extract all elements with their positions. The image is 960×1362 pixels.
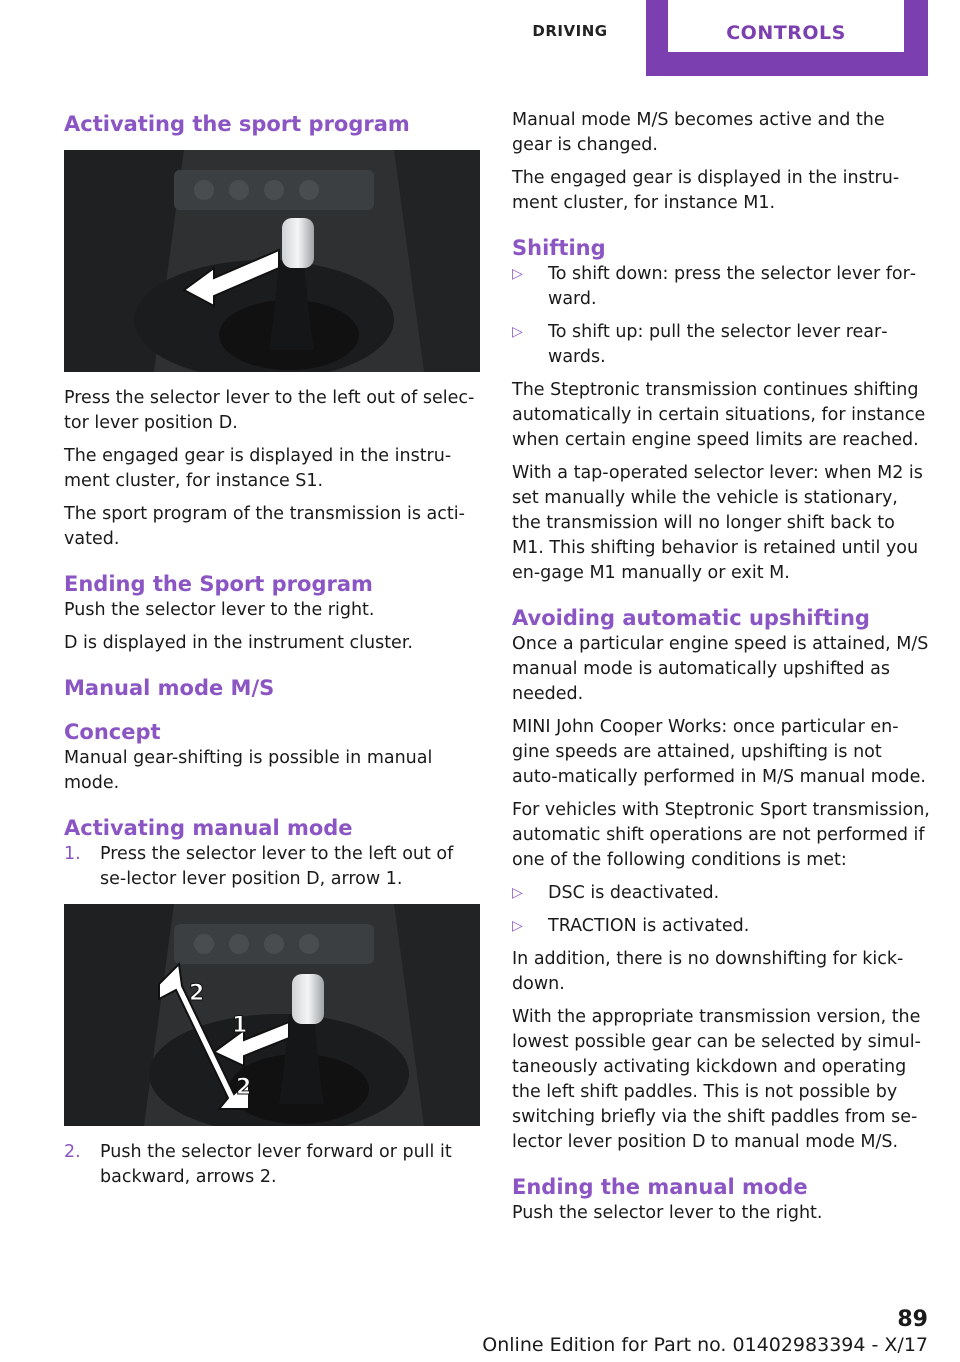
paragraph: For vehicles with Steptronic Sport transmission, automatic shift operations are not performed if one of the following conditions is met:: [512, 800, 930, 870]
paragraph: With the appropriate transmission version, the lowest possible gear can be selected by simul‐taneously activating kickdown and operating the left shift paddles. This is not possible by switching briefly via the shift paddles from se‐lector lever position D to manual mode M/S.: [512, 1007, 921, 1152]
list-item: [512, 262, 930, 312]
triangle-bullet-icon: ▷: [512, 885, 523, 901]
bullet-text: To shift down: press the selector lever for‐ward.: [548, 264, 917, 309]
step-number: 2.: [64, 1142, 81, 1162]
paragraph: MINI John Cooper Works: once particular en‐gine speeds are attained, upshifting is not auto‐matically performed in M/S manual mode.: [512, 717, 926, 787]
left-column: [64, 108, 482, 1198]
list-item: [512, 881, 930, 906]
heading-ending-sport: Ending the Sport program: [64, 572, 373, 596]
tab-driving: DRIVING: [532, 22, 608, 40]
photo-selector-lever-sport: [64, 150, 480, 372]
heading-avoiding-upshifting: Avoiding automatic upshifting: [512, 606, 870, 630]
steps-list: [64, 842, 482, 892]
paragraph: The engaged gear is displayed in the instru‐ment cluster, for instance S1.: [64, 446, 452, 491]
step-number: 1.: [64, 844, 81, 864]
triangle-bullet-icon: ▷: [512, 918, 523, 934]
bullet-text: TRACTION is activated.: [548, 916, 750, 936]
list-item: [512, 320, 930, 370]
arrow-label-2-bottom: 2: [236, 1075, 252, 1100]
steps-list-continued: [64, 1140, 482, 1190]
arrow-label-1: 1: [232, 1013, 248, 1038]
heading-shifting: Shifting: [512, 236, 606, 260]
paragraph: D is displayed in the instrument cluster.: [64, 633, 413, 653]
right-column: [512, 108, 930, 1234]
paragraph: Once a particular engine speed is attained, M/S manual mode is automatically upshifted as needed.: [512, 634, 929, 704]
list-item: [64, 842, 482, 892]
step-text: Push the selector lever forward or pull it backward, arrows 2.: [100, 1142, 452, 1187]
heading-manual-mode: Manual mode M/S: [64, 676, 275, 700]
paragraph: Push the selector lever to the right.: [64, 600, 375, 620]
triangle-bullet-icon: ▷: [512, 324, 523, 340]
shifting-bullets: [512, 262, 930, 370]
heading-concept: Concept: [64, 720, 161, 744]
paragraph: Press the selector lever to the left out of selec‐tor lever position D.: [64, 388, 475, 433]
footer-edition: Online Edition for Part no. 01402983394 - X/17: [482, 1334, 928, 1356]
page-number: 89: [897, 1307, 928, 1332]
paragraph: The engaged gear is displayed in the instru‐ment cluster, for instance M1.: [512, 168, 900, 213]
selector-lever-arrows-illustration: [64, 904, 480, 1126]
triangle-bullet-icon: ▷: [512, 266, 523, 282]
paragraph: Push the selector lever to the right.: [512, 1203, 823, 1223]
arrow-label-2-top: 2: [189, 981, 205, 1006]
step-text: Press the selector lever to the left out of se‐lector lever position D, arrow 1.: [100, 844, 454, 889]
conditions-bullets: [512, 881, 930, 939]
paragraph: Manual gear-shifting is possible in manual mode.: [64, 748, 433, 793]
heading-ending-manual: Ending the manual mode: [512, 1175, 808, 1199]
photo-selector-lever-manual: [64, 904, 480, 1126]
tab-controls-label: CONTROLS: [668, 0, 904, 52]
list-item: [512, 914, 930, 939]
paragraph: In addition, there is no downshifting for kick‐down.: [512, 949, 904, 994]
heading-activating-manual: Activating manual mode: [64, 816, 353, 840]
paragraph: The Steptronic transmission continues shifting automatically in certain situations, for instance when certain engine speed limits are reached.: [512, 380, 926, 450]
heading-activating-sport: Activating the sport program: [64, 112, 410, 136]
paragraph: Manual mode M/S becomes active and the gear is changed.: [512, 110, 885, 155]
paragraph: With a tap-operated selector lever: when M2 is set manually while the vehicle is stationary, the transmission will no longer shift back to M1. This shifting behavior is retained until you en‐gage M1 manually or exit M.: [512, 463, 923, 583]
list-item: [64, 1140, 482, 1190]
bullet-text: DSC is deactivated.: [548, 883, 720, 903]
tab-controls: [646, 0, 928, 76]
paragraph: The sport program of the transmission is acti‐vated.: [64, 504, 465, 549]
bullet-text: To shift up: pull the selector lever rear‐wards.: [548, 322, 888, 367]
selector-lever-illustration: [64, 150, 480, 372]
